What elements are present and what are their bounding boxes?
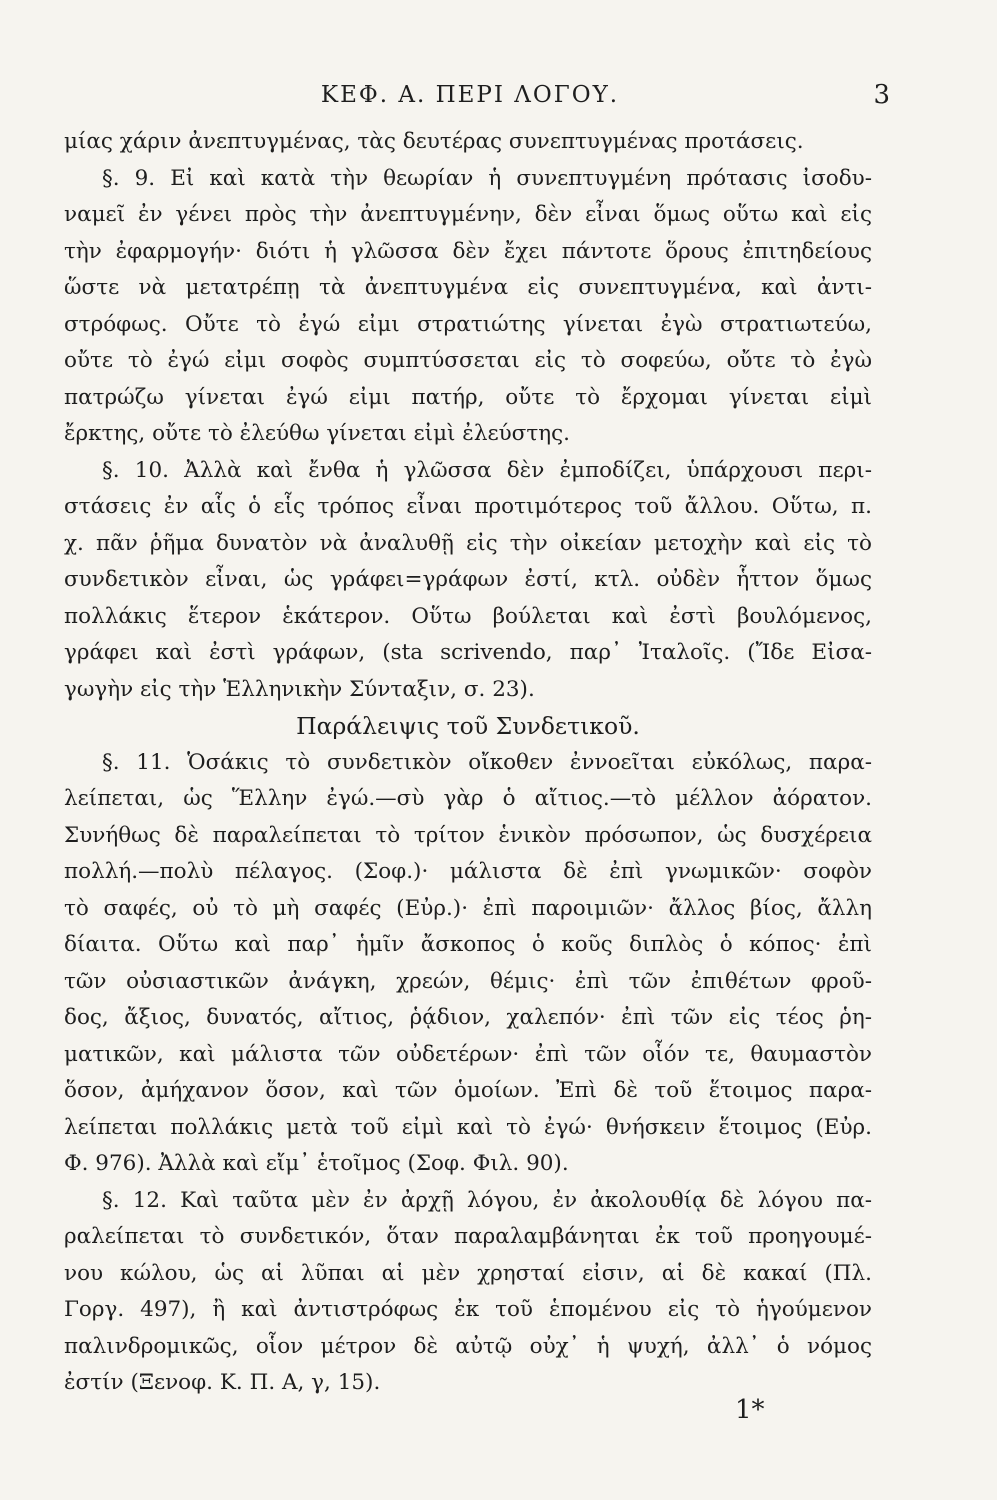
text-line: νου κώλου, ὡς αἱ λῦπαι αἱ μὲν χρησταί εἰσιν, αἱ δὲ κακαί (Πλ. — [64, 1260, 872, 1286]
text-line: Φ. 976). Ἀλλὰ καὶ εἴμ᾽ ἑτοῖμος (Σοφ. Φιλ. 90). — [64, 1151, 569, 1176]
text-line: ραλείπεται τὸ συνδετικόν, ὅταν παραλαμβάνηται ἐκ τοῦ προηγουμέ- — [64, 1224, 872, 1249]
running-head: ΚΕΦ. Α. ΠΕΡΙ ΛΟΓΟΥ. — [320, 82, 620, 108]
text-line: §. 12. Καὶ ταῦτα μὲν ἐν ἀρχῇ λόγου, ἐν ἀκολουθίᾳ δὲ λόγου πα- — [102, 1187, 872, 1213]
text-line: πολλή.—πολὺ πέλαγος. (Σοφ.)· μάλιστα δὲ ἐπὶ γνωμικῶν· σοφὸν — [64, 859, 872, 884]
text-line: Γοργ. 497), ἢ καὶ ἀντιστρόφως ἐκ τοῦ ἑπομένου εἰς τὸ ἡγούμενον — [64, 1297, 872, 1322]
text-line: χ. πᾶν ῥῆμα δυνατὸν νὰ ἀναλυθῇ εἰς τὴν οἰκείαν μετοχὴν καὶ εἰς τὸ — [64, 530, 872, 556]
text-line: στάσεις ἐν αἷς ὁ εἷς τρόπος εἶναι προτιμότερος τοῦ ἄλλου. Οὕτω, π. — [64, 494, 872, 519]
text-line: οὔτε τὸ ἐγώ εἰμι σοφὸς συμπτύσσεται εἰς τὸ σοφεύω, οὔτε τὸ ἐγὼ — [64, 348, 872, 373]
page-header — [60, 80, 890, 120]
text-line: τὴν ἐφαρμογήν· διότι ἡ γλῶσσα δὲν ἔχει πάντοτε ὅρους ἐπιτηδείους — [64, 238, 872, 264]
text-line: ὅσον, ἀμήχανον ὅσον, καὶ τῶν ὁμοίων. Ἐπὶ δὲ τοῦ ἕτοιμος παρα- — [64, 1078, 872, 1103]
text-line: §. 10. Ἀλλὰ καὶ ἔνθα ἡ γλῶσσα δὲν ἐμποδίζει, ὑπάρχουσι περι- — [102, 457, 872, 483]
text-line: πολλάκις ἕτερον ἑκάτερον. Οὕτω βούλεται καὶ ἐστὶ βουλόμενος, — [64, 603, 872, 629]
text-line: §. 9. Εἰ καὶ κατὰ τὴν θεωρίαν ἡ συνεπτυγμένη πρότασις ἰσοδυ- — [102, 165, 872, 191]
text-line: δος, ἄξιος, δυνατός, αἴτιος, ῥᾴδιον, χαλεπόν· ἐπὶ τῶν εἰς τέος ῥη- — [64, 1005, 872, 1030]
text-line: δίαιτα. Οὕτω καὶ παρ᾽ ἡμῖν ἄσκοπος ὁ κοῦς διπλὸς ὁ κόπος· ἐπὶ — [64, 932, 872, 957]
text-line: πατρώζω γίνεται ἐγώ εἰμι πατήρ, οὔτε τὸ ἔρχομαι γίνεται εἰμὶ — [64, 384, 872, 410]
text-line: παλινδρομικῶς, οἷον μέτρον δὲ αὐτῷ οὐχ᾽ ἡ ψυχή, ἀλλ᾽ ὁ νόμος — [64, 1333, 872, 1359]
text-line: ἔρκτης, οὔτε τὸ ἐλεύθω γίνεται εἰμὶ ἐλεύστης. — [64, 421, 571, 446]
section-heading: Παράλειψις τοῦ Συνδετικοῦ. — [296, 712, 640, 740]
text-line: ὥστε νὰ μετατρέπῃ τὰ ἀνεπτυγμένα εἰς συνεπτυγμένα, καὶ ἀντι- — [64, 275, 872, 300]
page-body — [64, 124, 872, 1402]
signature-mark: 1* — [735, 1395, 765, 1425]
text-line: ἐστίν (Ξενοφ. Κ. Π. Α, γ, 15). — [64, 1370, 381, 1395]
text-line: λείπεται πολλάκις μετὰ τοῦ εἰμὶ καὶ τὸ ἐγώ· θνήσκειν ἕτοιμος (Εὐρ. — [64, 1114, 872, 1140]
text-line: ματικῶν, καὶ μάλιστα τῶν οὐδετέρων· ἐπὶ τῶν οἷόν τε, θαυμαστὸν — [64, 1041, 872, 1067]
text-line: Συνήθως δὲ παραλείπεται τὸ τρίτον ἑνικὸν πρόσωπον, ὡς δυσχέρεια — [64, 822, 872, 848]
text-line: §. 11. Ὁσάκις τὸ συνδετικὸν οἴκοθεν ἐννοεῖται εὐκόλως, παρα- — [102, 749, 872, 775]
text-line: γράφει καὶ ἐστὶ γράφων, (sta scrivendo, παρ᾽ Ἰταλοῖς. (Ἴδε Εἰσα- — [64, 640, 872, 665]
text-line: στρόφως. Οὔτε τὸ ἐγώ εἰμι στρατιώτης γίνεται ἐγὼ στρατιωτεύω, — [64, 311, 872, 337]
text-line: συνδετικὸν εἶναι, ὡς γράφει=γράφων ἐστί, κτλ. οὐδὲν ἧττον ὅμως — [64, 567, 872, 592]
text-line: τὸ σαφές, οὐ τὸ μὴ σαφές (Εὐρ.)· ἐπὶ παροιμιῶν· ἄλλος βίος, ἄλλη — [64, 895, 872, 921]
text-line: γωγὴν εἰς τὴν Ἑλληνικὴν Σύνταξιν, σ. 23). — [64, 676, 535, 702]
text-line: ναμεῖ ἐν γένει πρὸς τὴν ἀνεπτυγμένην, δὲν εἶναι ὅμως οὕτω καὶ εἰς — [64, 202, 872, 227]
text-line: λείπεται, ὡς Ἕλλην ἐγώ.—σὺ γὰρ ὁ αἴτιος.—τὸ μέλλον ἀόρατον. — [64, 786, 872, 811]
page-number: 3 — [873, 80, 890, 110]
text-line: τῶν οὐσιαστικῶν ἀνάγκη, χρεών, θέμις· ἐπὶ τῶν ἐπιθέτων φροῦ- — [64, 968, 872, 994]
text-line: μίας χάριν ἀνεπτυγμένας, τὰς δευτέρας συνεπτυγμένας προτάσεις. — [64, 129, 804, 154]
